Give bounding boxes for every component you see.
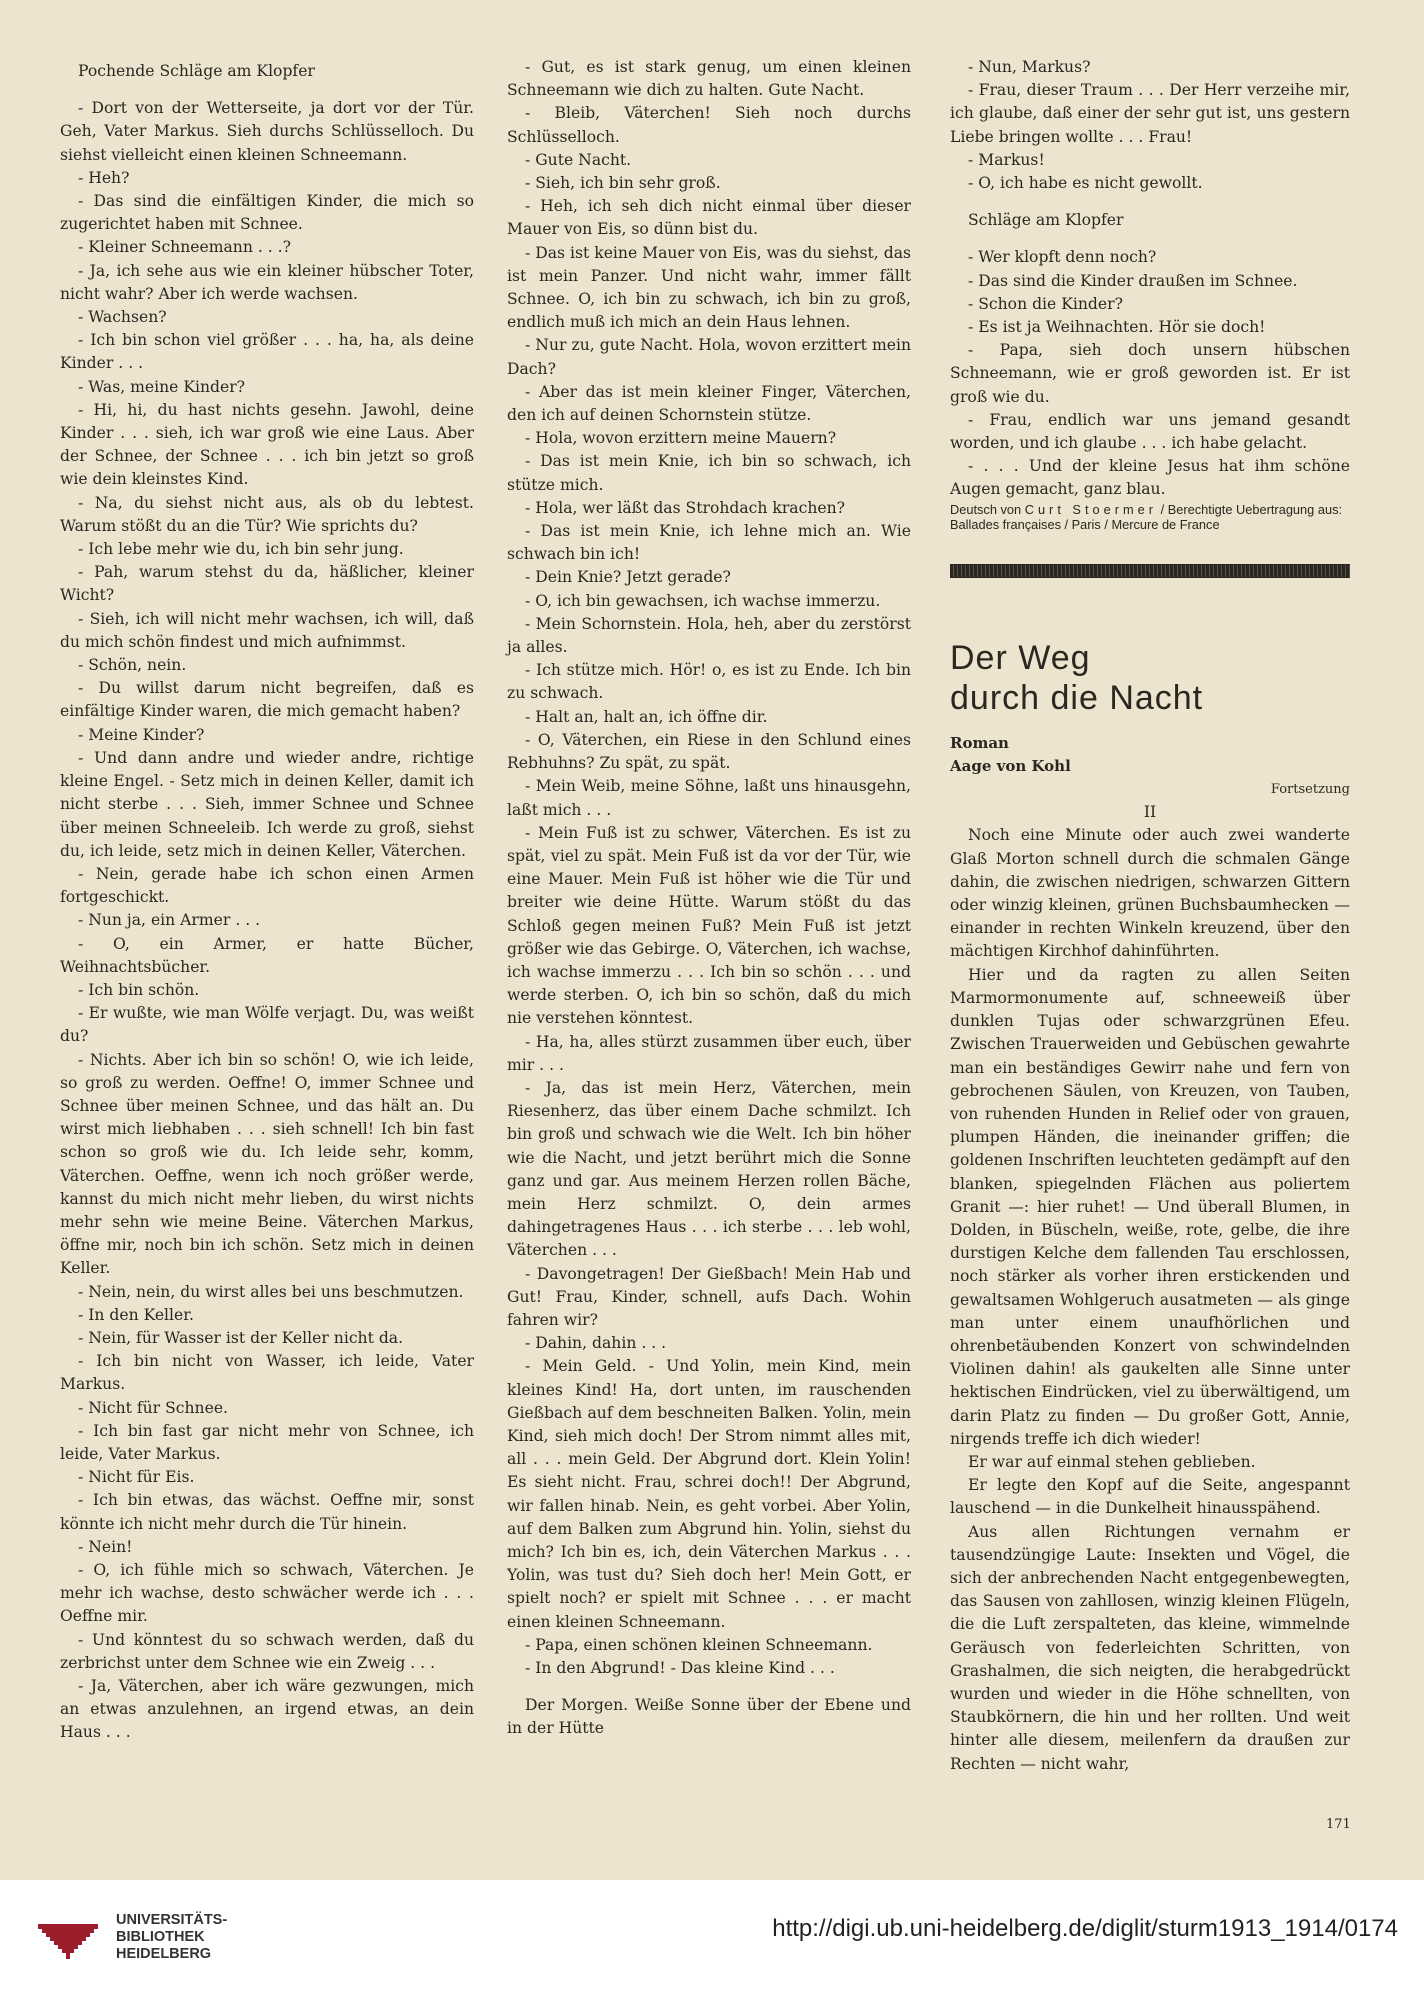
paragraph: - Nein! [78,1537,133,1556]
column-2 [507,56,911,1741]
translator-name: Curt Stoermer [1024,501,1158,517]
paragraph: Pochende Schläge am Klopfer [78,62,315,80]
paragraph: - Schön, nein. [78,656,187,675]
paragraph: - Ich stütze mich. Hör! o, es ist zu Ende. Ich bin zu schwach. [507,661,911,703]
paragraph: - Hola, wovon erzittern meine Mauern? [525,429,837,448]
paragraph: - Papa, sieh doch unsern hübschen Schneemann, wie er groß geworden ist. Er ist groß wie du. [950,341,1350,406]
paragraph: - Das ist mein Knie, ich lehne mich an. Wie schwach bin ich! [507,522,911,564]
paragraph: - Nur zu, gute Nacht. Hola, wovon erzittert mein Dach? [507,336,911,378]
paragraph: - Dein Knie? Jetzt gerade? [525,568,731,587]
paragraph: - Nein, nein, du wirst alles bei uns beschmutzen. [78,1282,464,1301]
paragraph: - Ja, Väterchen, aber ich wäre gezwungen, mich an etwas anzulehnen, an irgend etwas, an dein Haus . . . [60,1677,474,1742]
paragraph: - O, Väterchen, ein Riese in den Schlund eines Rebhuhns? Zu spät, zu spät. [507,730,911,773]
paragraph: - Mein Weib, meine Söhne, laßt uns hinausgehn, laßt mich . . . [507,777,911,819]
page-number: 171 [1326,1817,1351,1832]
paragraph: Er war auf einmal stehen geblieben. [968,1452,1256,1471]
paragraph: - Ich bin etwas, das wächst. Oeffne mir, sonst könnte ich nicht mehr durch die Tür hinein. [60,1491,474,1533]
paragraph: Der Morgen. Weiße Sonne über der Ebene und in der Hütte [507,1696,911,1738]
paragraph: - Das ist mein Knie, ich bin so schwach, ich stütze mich. [507,452,911,494]
paragraph: - Mein Fuß ist zu schwer, Väterchen. Es ist zu spät, viel zu spät. Mein Fuß ist da vor der Tür, wie eine Mauer. Mein Fuß ist höher wie die Tür und breiter wie deine Hütte. Warum stößt du das Schloß gegen meinen Fuß? Mein Fuß ist jetzt größer wie das Gebirge. O, Väterchen, ich wachse, ich wachse immerzu . . . Ich bin so schön . . . und werde sterben. O, ich bin so schön, daß du mich nie verstehen könntest. [507,823,911,1028]
paragraph: - Markus! [968,150,1045,169]
paragraph: - Schon die Kinder? [968,294,1123,313]
paragraph: - Ha, ha, alles stürzt zusammen über euch, über mir . . . [507,1032,911,1074]
paragraph: - Ich bin schön. [78,980,200,999]
column-3 [950,56,1350,1776]
paragraph: - Nein, gerade habe ich schon einen Armen fortgeschickt. [60,864,474,907]
paragraph: Noch eine Minute oder auch zwei wanderte Glaß Morton schnell durch die schmalen Gänge dahin, die zwischen niedrigen, schwarzen Gittern oder winzig kleinen, grünen Buchsbaumhecken — einander in rechten Winkeln kreuzend, über den mächtigen Kirchhof dahinführten. [950,826,1350,961]
paragraph: - Ich bin fast gar nicht mehr von Schnee, ich leide, Vater Markus. [60,1421,474,1463]
library-name-line2: BIBLIOTHEK [116,1929,205,1945]
play-ending [950,56,1350,502]
paragraph: - Kleiner Schneemann . . .? [78,238,291,257]
paragraph: - Nicht für Eis. [78,1468,195,1487]
section-divider [950,564,1350,578]
paragraph: - Aber das ist mein kleiner Finger, Väterchen, den ich auf deinen Schornstein stütze. [507,382,911,425]
paragraph: - Gut, es ist stark genug, um einen kleinen Schneemann wie dich zu halten. Gute Nacht. [507,58,911,100]
paragraph: - Na, du siehst nicht aus, als ob du lebtest. Warum stößt du an die Tür? Wie sprichts du? [60,493,474,535]
article-author: Aage von Kohl [950,756,1071,775]
article-title-line1: Der Weg [950,638,1091,677]
article-title-line2: durch die Nacht [950,678,1204,717]
paragraph: - Heh, ich seh dich nicht einmal über dieser Mauer von Eis, so dünn bist du. [507,197,911,239]
paragraph: - O, ein Armer, er hatte Bücher, Weihnachtsbücher. [60,934,474,976]
paragraph: - Du willst darum nicht begreifen, daß es einfältige Kinder waren, die mich gemacht haben? [60,679,474,721]
article-title [950,638,1350,718]
paragraph: - Frau, dieser Traum . . . Der Herr verzeihe mir, ich glaube, daß einer der sehr gut ist, uns gestern Liebe bringen wollte . . . Frau! [950,81,1350,146]
paragraph: Schläge am Klopfer [968,211,1124,230]
paragraph: Aus allen Richtungen vernahm er tausendzüngige Laute: Insekten und Vögel, die sich der anbrechenden Nacht entgegenbewegten, das Sausen von zahllosen, winzig kleinen Flügeln, die die Luft zerspalteten, das kleine, wimmelnde Geräusch von federleichten Schritten, von Grashalmen, die sich neigten, die herabgedrückt wurden und wieder in die Höhe schnellten, von Staubkörnern, die hin und her rollten. Und weit hinter alle diesem, meilenfern da draußen zur Rechten — nicht wahr, [950,1522,1350,1773]
digitization-footer [0,1880,1424,1996]
continuation-note: Fortsetzung [1270,782,1350,798]
paragraph: - Er wußte, wie man Wölfe verjagt. Du, was weißt du? [60,1004,474,1046]
paragraph: - Was, meine Kinder? [78,377,246,396]
paragraph: - Nun, Markus? [968,58,1091,76]
paragraph: - Dahin, dahin . . . [525,1334,667,1353]
paragraph: - Mein Schornstein. Hola, heh, aber du zerstörst ja alles. [507,614,911,657]
university-library-logo-icon [34,1908,104,1970]
library-name-line3: HEIDELBERG [116,1946,212,1962]
paragraph: - Es ist ja Weihnachten. Hör sie doch! [968,318,1266,337]
paragraph: - Ja, ich sehe aus wie ein kleiner hübscher Toter, nicht wahr? Aber ich werde wachsen. [60,261,474,303]
translator-credit [950,502,1350,532]
paragraph: - Papa, einen schönen kleinen Schneemann. [525,1635,873,1654]
paragraph: - Und könntest du so schwach werden, daß du zerbrichst unter dem Schnee wie ein Zweig . . . [60,1630,474,1672]
paragraph: - O, ich bin gewachsen, ich wachse immerzu. [525,591,881,610]
paragraph: - Meine Kinder? [78,725,205,744]
paragraph: - O, ich habe es nicht gewollt. [968,174,1203,193]
paragraph: - In den Keller. [78,1305,194,1324]
library-name [116,1912,227,1963]
paragraph: - Bleib, Väterchen! Sieh noch durchs Schlüsselloch. [507,104,911,146]
paragraph: - Das ist keine Mauer von Eis, was du siehst, das ist mein Panzer. Und nicht wahr, immer fällt Schnee. O, ich bin zu schwach, ich bin zu groß, endlich muß ich mich an dein Haus lehnen. [507,243,911,332]
paragraph: - Nichts. Aber ich bin so schön! O, wie ich leide, so groß zu werden. Oeffne! O, immer Schnee und Schnee über meinen Schnee, und das hält an. Du wirst mich liebhaben . . . sieh schnell! Ich bin fast schon so groß wie du. Ich leide sehr, komm, Väterchen. Oeffne, wenn ich noch größer werde, kannst du mich nicht mehr lieben, du wirst nichts mehr sehn wie meine Beine. Väterchen Markus, öffne mir, noch bin ich schön. Setz mich in deinen Keller. [60,1050,474,1278]
paragraph: - Ja, das ist mein Herz, Väterchen, mein Riesenherz, das über einem Dache schmilzt. Ich bin groß und schwach wie die Welt. Ich bin höher wie die Nacht, und jetzt berührt mich die Sonne ganz und gar. Aus meinem Herzen rollen Bäche, mein Herz schmilzt. O, dein armes dahingetragenes Haus . . . ich sterbe . . . leb wohl, Väterchen . . . [507,1078,911,1260]
translator-rest: / Berechtigte Uebertragung aus: Ballades françaises / Paris / Mercure de France [950,501,1343,532]
paragraph: - Dort von der Wetterseite, ja dort vor der Tür. Geh, Vater Markus. Sieh durchs Schlüsselloch. Du siehst vielleicht einen kleinen Schneemann. [60,99,474,164]
paragraph: - O, ich fühle mich so schwach, Väterchen. Je mehr ich wachse, desto schwächer werde ich . . . Oeffne mir. [60,1561,474,1626]
paragraph: - Ich bin schon viel größer . . . ha, ha, als deine Kinder . . . [60,331,474,373]
permalink[interactable]: http://digi.ub.uni-heidelberg.de/diglit/sturm1913_1914/0174 [772,1915,1398,1942]
paragraph: - Nein, für Wasser ist der Keller nicht da. [78,1328,404,1347]
paragraph: - Frau, endlich war uns jemand gesandt worden, und ich glaube . . . ich habe gelacht. [950,410,1350,453]
chapter-number: II [1143,803,1157,822]
paragraph: - In den Abgrund! - Das kleine Kind . . . [525,1659,835,1678]
paragraph: - Davongetragen! Der Gießbach! Mein Hab und Gut! Frau, Kinder, schnell, aufs Dach. Wohin fahren wir? [507,1264,911,1329]
paragraph: Hier und da ragten zu allen Seiten Marmormonumente auf, schneeweiß über dunklen Tujas oder schwarzgrünen Efeu. Zwischen Trauerweiden und Gebüschen gewahrte man ein beständiges Gewirr nahe und fern von gebrochenen Säulen, von Kreuzen, von Tauben, von ruhenden Hunden in Relief oder von grauen, plumpen Händen, die ineinander griffen; die goldenen Inschriften leuchteten gedämpft auf den blanken, spiegelnden Flächen aus poliertem Granit —: hier ruhet! — Und überall Blumen, in Dolden, in Büscheln, weiße, rote, gelbe, die ihre durstigen Kelche dem fallenden Tau erschlossen, noch stärker als vorher ihren erstickenden und gewaltsamen Wohlgeruch ausatmeten — als ginge man unter einem unaufhörlichen und ohrenbetäubenden Konzert von schwindelnden Violinen dahin! als gaukelten alle Sinne unter hektischen Eindrücken, viel zu überwältigend, um darin Platz zu finden — Du großer Gott, Annie, nirgends treffe ich dich wieder! [950,965,1350,1448]
paragraph: - Hola, wer läßt das Strohdach krachen? [525,498,846,517]
paragraph: - Das sind die einfältigen Kinder, die mich so zugerichtet haben mit Schnee. [60,192,474,234]
paragraph: - Wer klopft denn noch? [968,248,1157,267]
paragraph: - Sieh, ich bin sehr groß. [525,174,721,193]
paragraph: - . . . Und der kleine Jesus hat ihm schöne Augen gemacht, ganz blau. [950,457,1350,499]
paragraph: - Mein Geld. - Und Yolin, mein Kind, mein kleines Kind! Ha, dort unten, im rauschenden Gießbach auf dem beschneiten Balken. Yolin, mein Kind, sieh mich doch! Der Strom nimmt alles mit, all . . . mein Geld. Der Abgrund dort. Klein Yolin! Es sieht nicht. Frau, schrei doch!! Der Abgrund, wir fallen hinab. Nein, es geht vorbei. Aber Yolin, auf dem Balken zum Abgrund hin. Yolin, siehst du mich? Ich bin es, ich, dein Väterchen Markus . . . Yolin, was tust du? Sieh doch her! Mein Gott, er spielt noch? er spielt mit Schnee . . . er macht einen kleinen Schneemann. [507,1357,911,1631]
paragraph: - Das sind die Kinder draußen im Schnee. [968,271,1298,290]
library-name-line1: UNIVERSITÄTS- [116,1912,228,1928]
paragraph: - Und dann andre und wieder andre, richtige kleine Engel. - Setz mich in deinen Keller, damit ich nicht sterbe . . . Sieh, immer Schnee und Schnee über meinen Schneeleib. Ich werde zu groß, siehst du, ich leide, setz mich in deinen Keller, Väterchen. [60,748,474,860]
paragraph: - Nicht für Schnee. [78,1398,228,1417]
paragraph: - Heh? [78,168,130,187]
paragraph: - Halt an, halt an, ich öffne dir. [525,707,768,726]
paragraph: - Wachsen? [78,308,167,327]
paragraph: - Ich bin nicht von Wasser, ich leide, Vater Markus. [60,1352,474,1394]
translator-prefix: Deutsch von [950,501,1022,517]
paragraph: - Ich lebe mehr wie du, ich bin sehr jung. [78,540,404,559]
paragraph: Er legte den Kopf auf die Seite, angespannt lauschend — in die Dunkelheit hinausspähend. [950,1476,1350,1518]
novel-text [950,824,1350,1775]
paragraph: - Hi, hi, du hast nichts gesehn. Jawohl, deine Kinder . . . sieh, ich war groß wie eine Laus. Aber der Schnee, der Schnee . . . ich bin jetzt so groß wie dein kleinstes Kind. [60,400,474,489]
paragraph: - Gute Nacht. [525,150,632,169]
column-1 [60,56,474,1745]
article-genre: Roman [950,733,1009,752]
paragraph: - Nun ja, ein Armer . . . [78,911,261,930]
paragraph: - Sieh, ich will nicht mehr wachsen, ich will, daß du mich schön findest und mich aufnimmst. [60,609,474,651]
paragraph: - Pah, warum stehst du da, häßlicher, kleiner Wicht? [60,563,474,605]
